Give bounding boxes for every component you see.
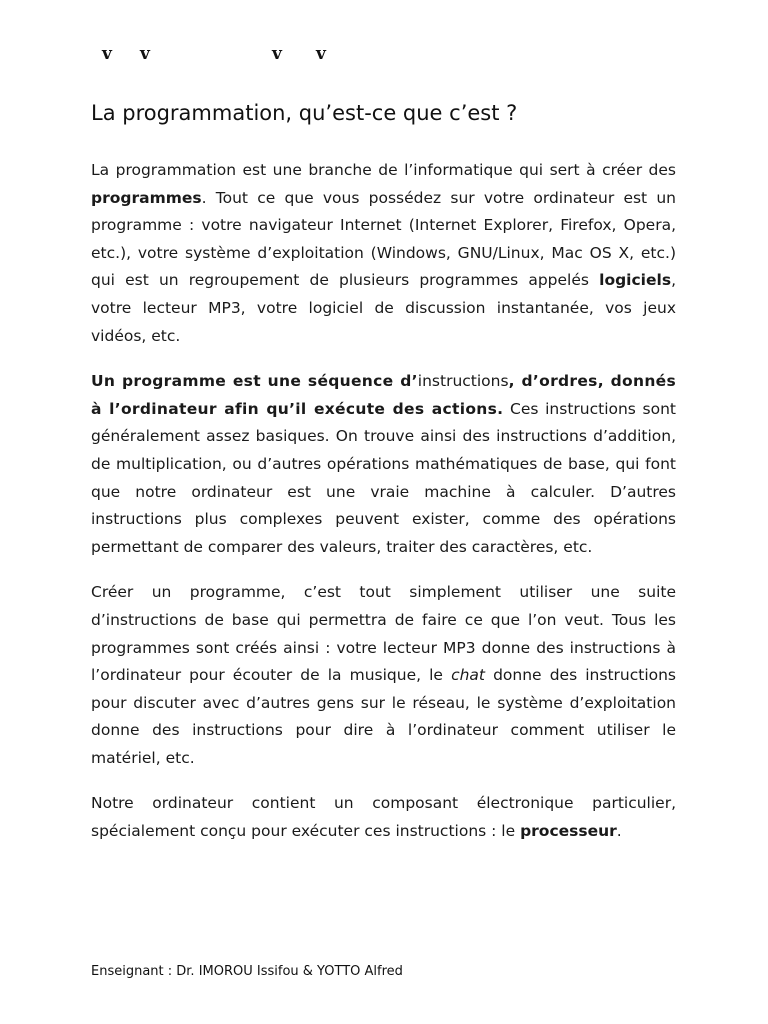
header-mark: v bbox=[272, 44, 282, 64]
header-mark: v bbox=[140, 44, 150, 64]
paragraph-2 bbox=[91, 368, 676, 561]
header-mark: v bbox=[316, 44, 326, 64]
text-run: Ces instructions sont généralement assez basiques. On trouve ainsi des instructions d’addition, de multiplication, ou d’autres opérations mathématiques de base, qui font que notre ordinateur est une vraie machine à calculer. D’autres instructions plus complexes peuvent exister, comme des opérations permettant de comparer des valeurs, traiter des caractères, etc. bbox=[91, 399, 676, 556]
text-run: La programmation est une branche de l’informatique qui sert à créer des bbox=[91, 161, 676, 179]
header-marks bbox=[0, 44, 768, 68]
paragraph-1 bbox=[91, 157, 676, 350]
document-body bbox=[91, 157, 676, 864]
text-run: Notre ordinateur contient un composant électronique particulier, spécialement conçu pour exécuter ces instructions : le bbox=[91, 794, 676, 841]
text-run: . bbox=[616, 822, 622, 841]
text-run: instructions bbox=[417, 372, 509, 391]
bold-phrase: , d’ordres, donnés à l’ordinateur afin qu’il exécute des actions. bbox=[91, 372, 676, 418]
text-run: , votre lecteur MP3, votre logiciel de discussion instantanée, vos jeux vidéos, etc. bbox=[91, 271, 676, 345]
bold-term: processeur bbox=[520, 822, 617, 841]
text-run: . Tout ce que vous possédez sur votre ordinateur est un programme : votre navigateur Internet (Internet Explorer, Firefox, Opera, etc.), votre système d’exploitation (Windows, GNU/Linux, Mac OS X, etc.) qui est un regroupement de plusieurs programmes appelés bbox=[91, 188, 676, 290]
bold-phrase: Un programme est une séquence d’ bbox=[91, 372, 418, 391]
text-run: donne des instructions pour discuter avec d’autres gens sur le réseau, le système d’exploitation donne des instructions pour dire à l’ordinateur comment utiliser le matériel, etc. bbox=[91, 666, 677, 767]
header-mark: v bbox=[102, 44, 112, 64]
paragraph-4 bbox=[91, 790, 676, 845]
bold-term: logiciels bbox=[599, 271, 672, 290]
paragraph-3 bbox=[91, 579, 676, 772]
section-title: La programmation, qu’est-ce que c’est ? bbox=[91, 101, 518, 125]
italic-term: chat bbox=[451, 666, 485, 685]
text-run: Créer un programme, c’est tout simplement utiliser une suite d’instructions de base qui permettra de faire ce que l’on veut. Tous les programmes sont créés ainsi : votre lecteur MP3 donne des instructions à l’ordinateur pour écouter de la musique, le bbox=[91, 583, 676, 685]
page-footer: Enseignant : Dr. IMOROU Issifou & YOTTO Alfred bbox=[91, 964, 403, 979]
bold-term: programmes bbox=[91, 188, 202, 207]
